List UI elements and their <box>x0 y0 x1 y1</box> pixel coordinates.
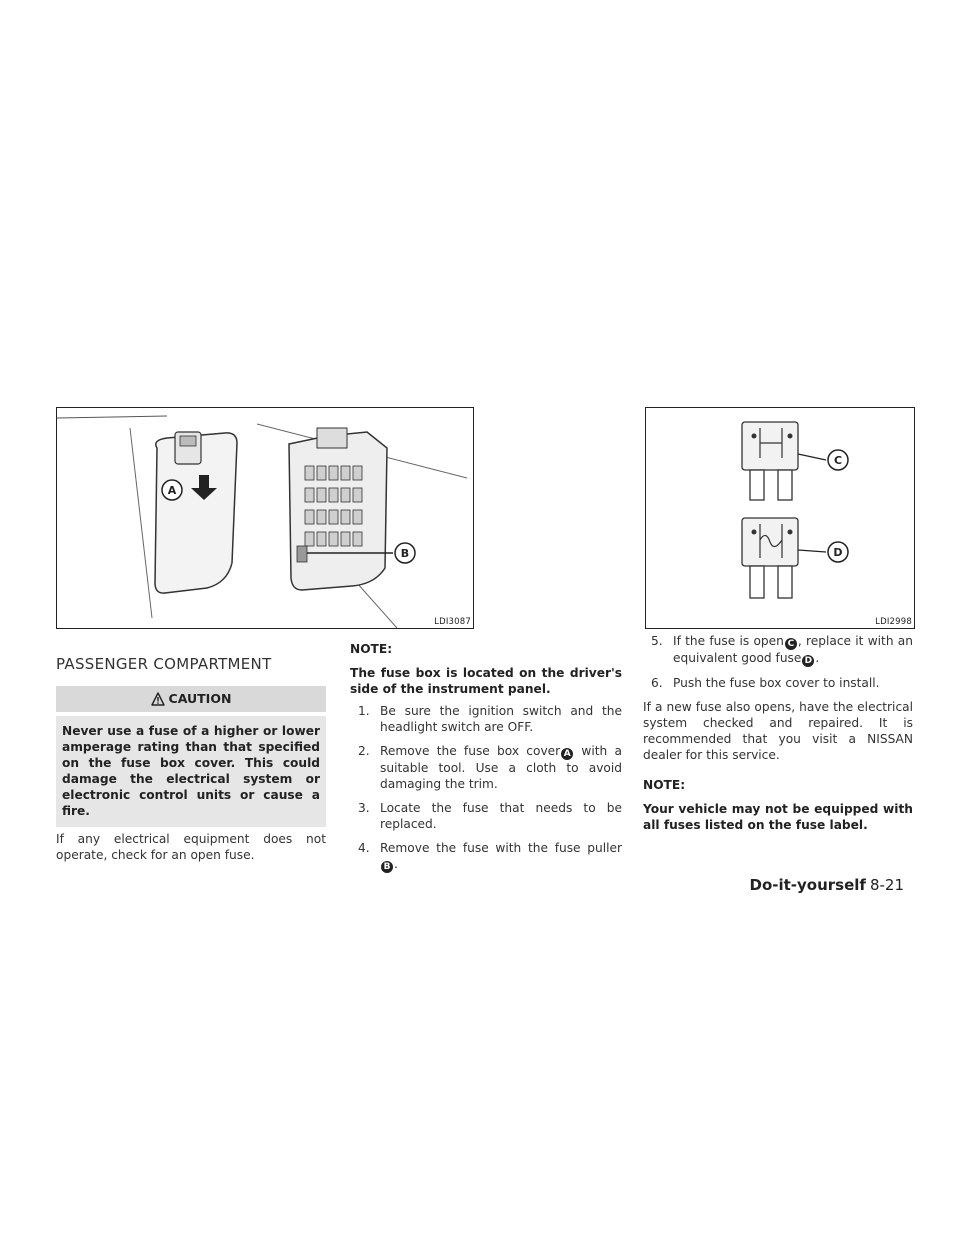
step-text-part: , replace it with an equivalent good fuse <box>673 634 913 665</box>
caution-title: CAUTION <box>168 691 232 706</box>
figure-code: LDI3087 <box>434 617 471 627</box>
right-column <box>643 633 913 839</box>
figure-code: LDI2998 <box>875 617 912 627</box>
step-number: 4. <box>358 841 370 855</box>
intro-paragraph: If any electrical equipment does not operate, check for an open fuse. <box>56 832 326 862</box>
step-text: Be sure the ignition switch and the headlight switch are OFF. <box>380 704 622 734</box>
step-text-part: Remove the fuse box cover <box>380 744 561 758</box>
note-text: The fuse box is located on the driver's side of the instrument panel. <box>350 666 622 696</box>
step-text <box>673 633 913 667</box>
callout-b-icon: B <box>381 861 393 873</box>
step-number: 1. <box>358 704 370 718</box>
step-text: Push the fuse box cover to install. <box>673 676 880 690</box>
fuse-box-figure <box>56 407 474 629</box>
callout-d-icon: D <box>802 655 814 667</box>
repair-paragraph: If a new fuse also opens, have the electrical system checked and repaired. It is recommended that you visit a NISSAN dealer for this service. <box>643 700 913 762</box>
step-number: 6. <box>651 676 663 690</box>
step-number: 2. <box>358 744 370 758</box>
footer-section: Do-it-yourself <box>749 876 866 894</box>
caution-header <box>56 686 326 712</box>
note-label: NOTE: <box>350 642 393 656</box>
fuse-illustration <box>646 408 914 628</box>
step-text-part: . <box>394 857 398 871</box>
step-text <box>380 840 622 873</box>
callout-c-icon: C <box>785 638 797 650</box>
step-text-part: If the fuse is open <box>673 634 784 648</box>
note-text: Your vehicle may not be equipped with all fuses listed on the fuse label. <box>643 802 913 832</box>
figure-label-a: A <box>167 484 177 497</box>
note-label: NOTE: <box>643 778 686 792</box>
page-number: 8-21 <box>869 876 904 894</box>
step-text <box>380 743 622 792</box>
step-text: Locate the fuse that needs to be replaced. <box>380 801 622 831</box>
step-item <box>350 743 622 792</box>
step-item <box>350 840 622 873</box>
fuse-comparison-figure <box>645 407 915 629</box>
fuse-box-illustration <box>57 408 473 628</box>
warning-icon <box>151 689 165 715</box>
step-text-part: . <box>815 651 820 665</box>
figure-label-d: D <box>833 546 843 559</box>
callout-a-icon: A <box>561 748 573 760</box>
step-item <box>643 633 913 667</box>
caution-text: Never use a fuse of a higher or lower amperage rating than that specified on the fuse box cover. This could damage the electrical system or electronic control units or cause a fire. <box>56 716 326 827</box>
step-number: 3. <box>358 801 370 815</box>
middle-column <box>350 641 622 881</box>
left-column <box>56 656 326 863</box>
figure-label-b: B <box>400 547 410 560</box>
step-item <box>350 703 622 735</box>
step-item <box>643 675 913 691</box>
step-item <box>350 800 622 832</box>
step-text-part: Remove the fuse with the fuse puller <box>380 841 622 855</box>
step-text-part: with a suitable tool. Use a cloth to avoid damaging the trim. <box>380 744 622 791</box>
section-title: PASSENGER COMPARTMENT <box>56 655 272 673</box>
step-number: 5. <box>651 634 663 648</box>
page-footer <box>750 876 905 894</box>
figure-label-c: C <box>833 454 843 467</box>
